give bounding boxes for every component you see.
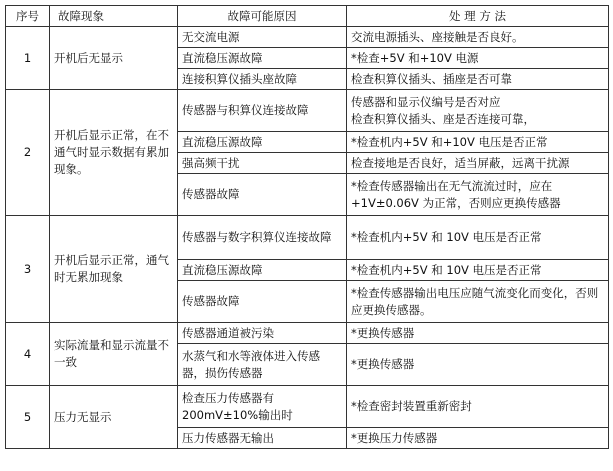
handling-method: *检查传感器输出在无气流流过时，应在+1V±0.06V 为正常，否则应更换传感器	[347, 174, 609, 216]
row-number: 1	[6, 27, 50, 90]
row-number: 4	[6, 323, 50, 386]
header-no: 序号	[6, 6, 50, 27]
fault-cause: 水蒸气和水等液体进入传感器，损伤传感器	[178, 344, 347, 386]
fault-cause: 连接积算仪插头座故障	[178, 69, 347, 90]
fault-cause: 传感器与积算仪连接故障	[178, 90, 347, 132]
handling-method: *检查机内+5V 和 10V 电压是否正常	[347, 216, 609, 260]
handling-method: *检查机内+5V 和+10V 电压是否正常	[347, 132, 609, 153]
fault-cause: 压力传感器无输出	[178, 428, 347, 449]
row-number: 5	[6, 386, 50, 449]
handling-method	[347, 90, 609, 132]
fault-cause: 传感器故障	[178, 281, 347, 323]
row-number: 2	[6, 90, 50, 216]
handling-method: 交流电源插头、座接触是否良好。	[347, 27, 609, 48]
fault-phenomenon: 开机后无显示	[50, 27, 178, 90]
header-phenomenon: 故障现象	[50, 6, 178, 27]
handling-method: 检查接地是否良好，适当屏蔽，远离干扰源	[347, 153, 609, 174]
fault-cause: 检查压力传感器有 200mV±10%输出时	[178, 386, 347, 428]
fault-cause: 无交流电源	[178, 27, 347, 48]
handling-method: *检查密封装置重新密封	[347, 386, 609, 428]
handling-method: *更换压力传感器	[347, 428, 609, 449]
table-row	[6, 386, 609, 428]
fault-table	[5, 5, 609, 449]
handling-method: *更换传感器	[347, 323, 609, 344]
fault-cause: 传感器故障	[178, 174, 347, 216]
table-row	[6, 27, 609, 48]
fault-cause: 传感器通道被污染	[178, 323, 347, 344]
table-row	[6, 216, 609, 260]
fault-cause: 直流稳压源故障	[178, 48, 347, 69]
handling-method: *检查机内+5V 和 10V 电压是否正常	[347, 260, 609, 281]
fault-phenomenon: 开机后显示正常，通气时无累加现象	[50, 216, 178, 323]
fault-cause: 传感器与数字积算仪连接故障	[178, 216, 347, 260]
handling-method: *检查传感器输出电压应随气流变化而变化，否则应更换传感器。	[347, 281, 609, 323]
fault-cause: 直流稳压源故障	[178, 260, 347, 281]
table-row	[6, 90, 609, 132]
header-method: 处 理 方 法	[347, 6, 609, 27]
header-cause: 故障可能原因	[178, 6, 347, 27]
method-line: 传感器和显示仪编号是否对应	[351, 94, 501, 109]
handling-method: *检查+5V 和+10V 电源	[347, 48, 609, 69]
row-number: 3	[6, 216, 50, 323]
header-row	[6, 6, 609, 27]
handling-method: *更换传感器	[347, 344, 609, 386]
handling-method: 检查积算仪插头、插座是否可靠	[347, 69, 609, 90]
table-row	[6, 323, 609, 344]
method-line: 检查积算仪插头、座是否连接可靠，	[351, 111, 535, 126]
fault-cause: 强高频干扰	[178, 153, 347, 174]
fault-phenomenon: 开机后显示正常，在不通气时显示数据有累加现象。	[50, 90, 178, 216]
fault-cause: 直流稳压源故障	[178, 132, 347, 153]
fault-phenomenon: 压力无显示	[50, 386, 178, 449]
fault-phenomenon: 实际流量和显示流量不一致	[50, 323, 178, 386]
